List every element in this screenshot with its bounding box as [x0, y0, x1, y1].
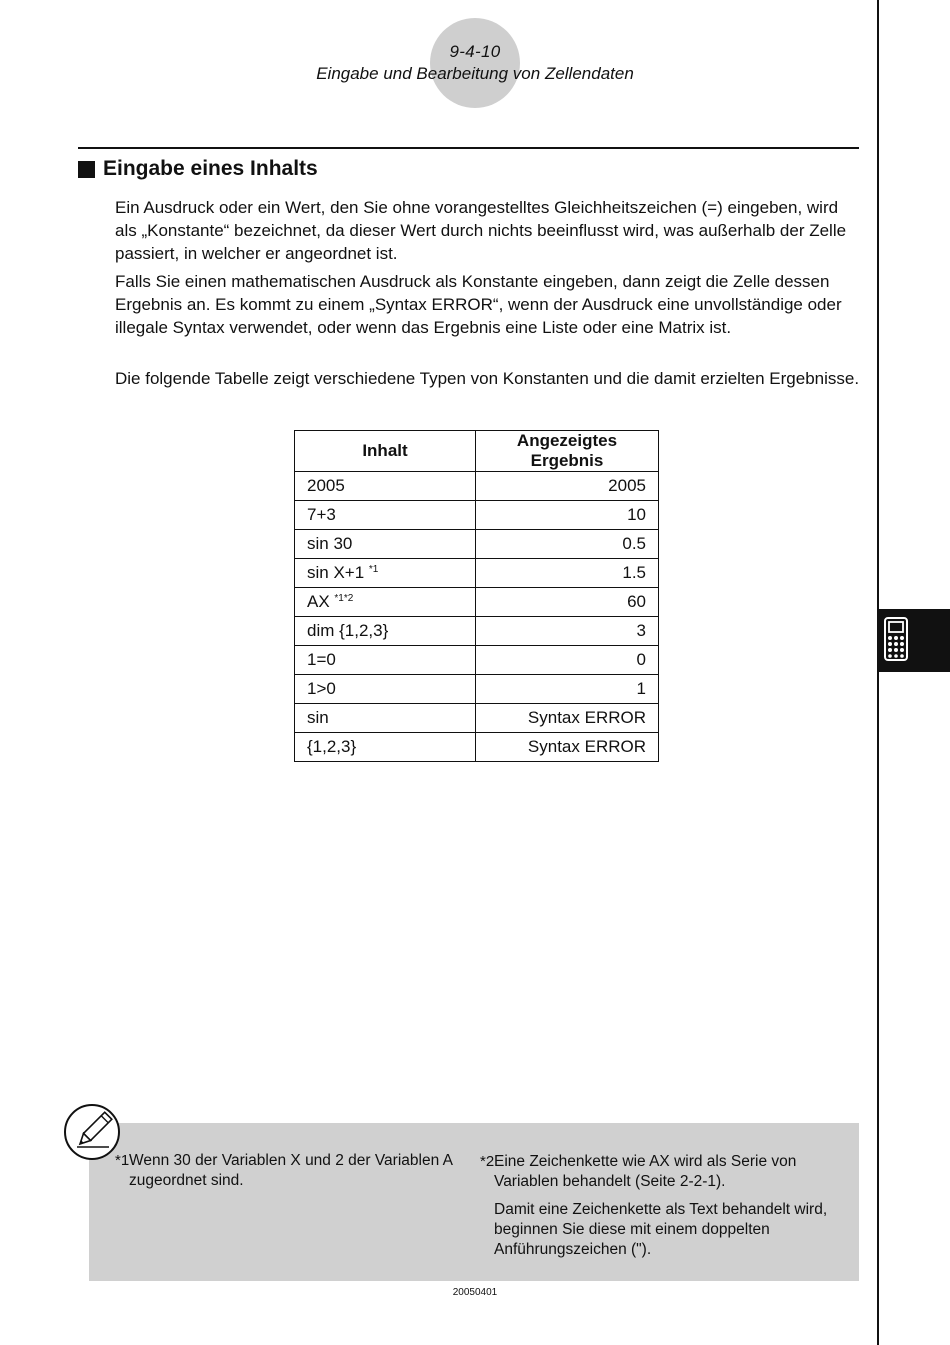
footnote-1 [115, 1151, 455, 1191]
table-row [295, 501, 659, 530]
footnote-text: Eine Zeichenkette wie AX wird als Serie von Variablen behandelt (Seite 2-2-1). [494, 1153, 797, 1190]
cell-content: sin [295, 704, 476, 733]
footnote-marker: *1 [115, 1152, 130, 1169]
header-circle [430, 18, 520, 108]
footnote-ref: *1*2 [334, 593, 354, 604]
table-row [295, 646, 659, 675]
cell-content: {1,2,3} [295, 733, 476, 762]
table-row [295, 588, 659, 617]
cell-result: 0 [476, 646, 659, 675]
cell-result: 10 [476, 501, 659, 530]
table-row [295, 530, 659, 559]
paragraph-2 [115, 270, 863, 339]
footnote-marker: *2 [480, 1153, 495, 1170]
paragraph-text: Falls Sie einen mathematischen Ausdruck als Konstante eingeben, dann zeigt die Zelle dessen Ergebnis an. Es kommt zu einem „Syntax ERROR“, wenn der Ausdruck eine unvollständige oder illegale Syntax verwendet, oder wenn das Ergebnis eine Liste oder eine Matrix ist. [115, 272, 842, 337]
constants-table-wrapper [294, 430, 659, 762]
cell-result: 0.5 [476, 530, 659, 559]
cell-result: 3 [476, 617, 659, 646]
cell-content: 1>0 [295, 675, 476, 704]
paragraph-1 [115, 196, 863, 265]
table-row [295, 617, 659, 646]
table-row [295, 675, 659, 704]
footnote-ref: *1 [368, 564, 379, 575]
table-row [295, 472, 659, 501]
pencil-icon [63, 1103, 121, 1161]
cell-result: Syntax ERROR [476, 704, 659, 733]
cell-result: 1.5 [476, 559, 659, 588]
footnote-text: Damit eine Zeichenkette als Text behandelt wird, beginnen Sie diese mit einem doppelten Anführungszeichen ("). [494, 1201, 828, 1258]
cell-content: sin 30 [295, 530, 476, 559]
cell-content: 7+3 [295, 501, 476, 530]
cell-content: sin X+1 $^{*1}$ [295, 559, 476, 588]
cell-content: dim {1,2,3} [295, 617, 476, 646]
cell-result: 60 [476, 588, 659, 617]
paragraph-text: Ein Ausdruck oder ein Wert, den Sie ohne vorangestelltes Gleichheitszeichen (=) eingeben, wird als „Konstante“ bezeichnet, da dieser Wert durch nichts beeinflusst wird, was außerhalb der Zelle passiert, in welcher er angeordnet ist. [115, 198, 847, 263]
cell-result: 1 [476, 675, 659, 704]
square-bullet-icon [78, 161, 95, 178]
cell-content: 1=0 [295, 646, 476, 675]
footer-code: 20050401 [452, 1287, 498, 1298]
column-header-content: Inhalt [295, 431, 476, 472]
footnote-2 [480, 1152, 850, 1268]
cell-content: AX $^{*1*2}$ [295, 588, 476, 617]
section-title: Eingabe eines Inhalts [103, 157, 318, 180]
table-row [295, 704, 659, 733]
cell-result: Syntax ERROR [476, 733, 659, 762]
section-heading [78, 157, 318, 181]
table-row [295, 559, 659, 588]
footnote-text: Wenn 30 der Variablen X und 2 der Variablen A zugeordnet sind. [129, 1152, 453, 1189]
section-divider [78, 147, 859, 149]
page-subtitle: Eingabe und Bearbeitung von Zellendaten [316, 64, 634, 83]
page-number: 9-4-10 [449, 42, 501, 61]
calculator-icon [884, 617, 908, 661]
right-margin-rule [877, 0, 879, 1345]
constants-table [294, 430, 659, 762]
paragraph-3 [115, 367, 863, 390]
paragraph-text: Die folgende Tabelle zeigt verschiedene Typen von Konstanten und die damit erzielten Ergebnisse. [115, 369, 860, 388]
cell-content: 2005 [295, 472, 476, 501]
cell-result: 2005 [476, 472, 659, 501]
table-header-row [295, 431, 659, 472]
column-header-result: Angezeigtes Ergebnis [476, 431, 659, 472]
table-row [295, 733, 659, 762]
